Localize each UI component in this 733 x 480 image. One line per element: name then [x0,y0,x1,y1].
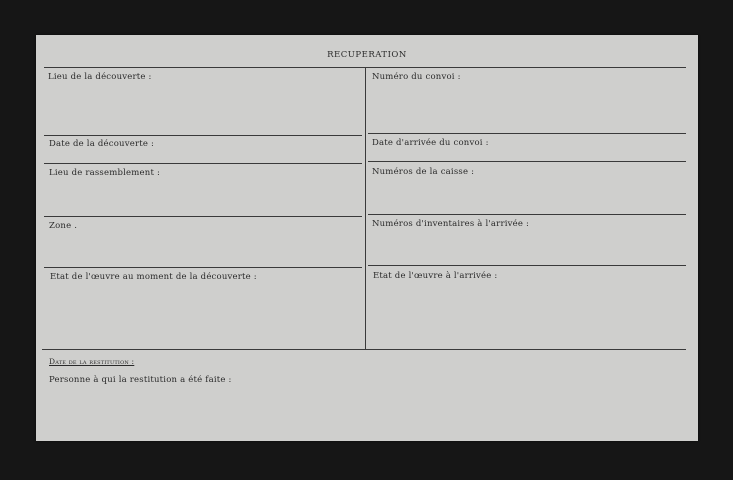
field-lieu-rassemblement: Lieu de rassemblement : [49,168,161,178]
field-numero-convoi: Numéro du convoi : [372,72,461,82]
field-etat-arrivee: Etat de l'œuvre à l'arrivée : [373,271,498,281]
field-personne-restitution: Personne à qui la restitution a été faite : [49,375,232,385]
field-numeros-caisse: Numéros de la caisse : [372,167,475,177]
column-divider [365,67,366,349]
right-rule-2 [368,161,686,162]
form-title: RECUPERATION [327,50,407,60]
field-date-restitution: Date de la restitution : [49,357,135,366]
field-lieu-decouverte: Lieu de la découverte : [48,72,152,82]
record-card [36,35,698,441]
right-rule-3 [368,214,686,215]
left-rule-3 [44,216,362,217]
left-rule-4 [44,267,362,268]
field-date-decouverte: Date de la découverte : [49,139,155,149]
right-rule-4 [368,265,686,266]
bottom-rule [42,349,686,350]
left-rule-2 [44,163,362,164]
right-rule-1 [368,133,686,134]
field-date-arrivee: Date d'arrivée du convoi : [372,138,489,148]
field-zone: Zone . [49,221,78,231]
field-etat-decouverte: Etat de l'œuvre au moment de la découverte : [50,272,257,282]
left-rule-1 [44,135,362,136]
field-numeros-inventaires: Numéros d'inventaires à l'arrivée : [372,219,530,229]
